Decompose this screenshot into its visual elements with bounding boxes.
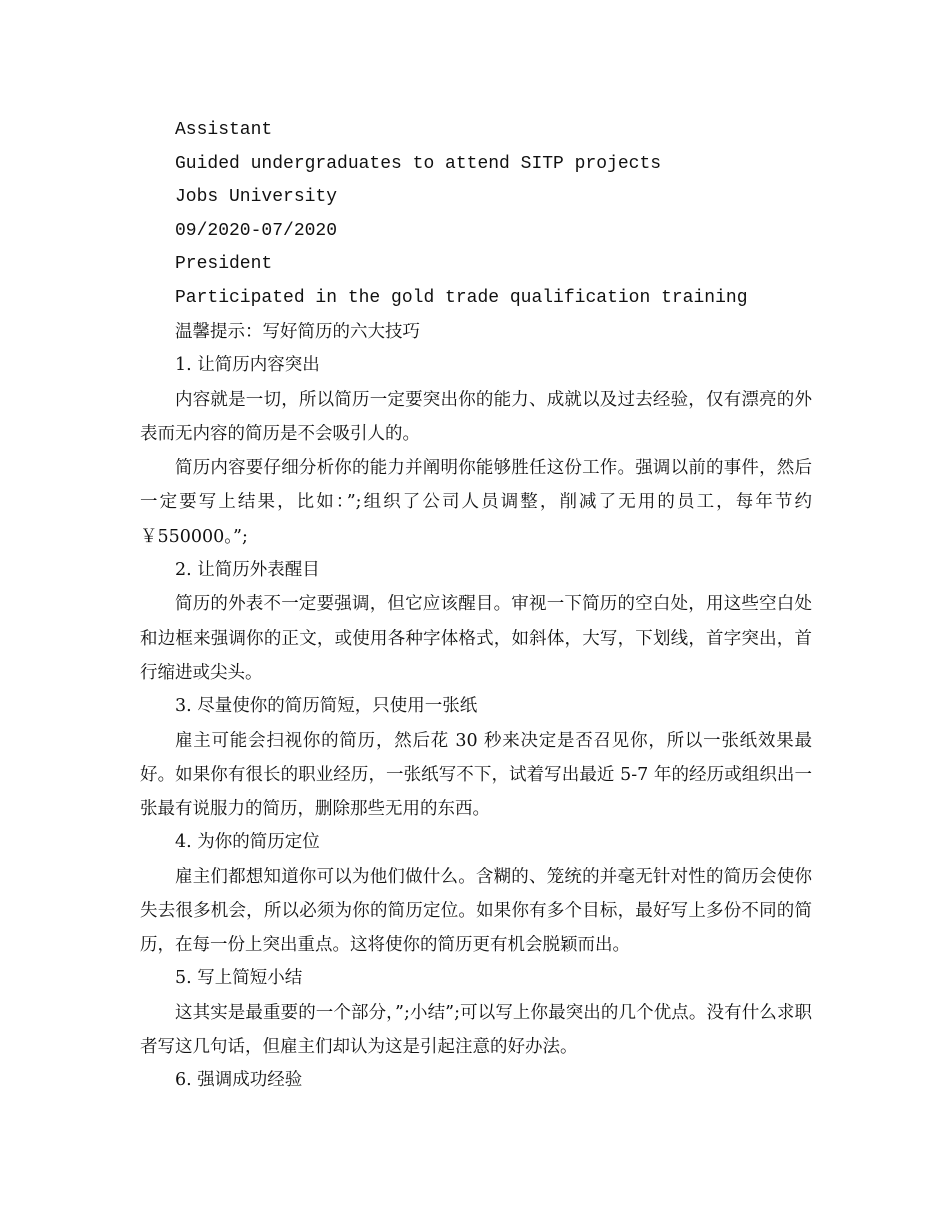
tip-6-heading: 6. 强调成功经验: [175, 1070, 303, 1091]
tip-3-heading: 3. 尽量使你的简历简短，只使用一张纸: [175, 695, 478, 716]
document-body: [140, 114, 812, 1098]
resume-line-activity: Participated in the gold trade qualification training: [175, 287, 748, 308]
tip-2-paragraph: 简历的外表不一定要强调，但它应该醒目。审视一下简历的空白处，用这些空白处和边框来强调你的正文，或使用各种字体格式，如斜体，大写，下划线，首字突出，首行缩进或尖头。: [140, 594, 812, 683]
tip-2-heading: 2. 让简历外表醒目: [175, 559, 320, 580]
tip-4-heading: 4. 为你的简历定位: [175, 832, 320, 853]
tip-1-heading: 1. 让简历内容突出: [175, 355, 320, 376]
resume-line-dates: 09/2020-07/2020: [175, 220, 338, 241]
tip-1-paragraph-1: 内容就是一切，所以简历一定要突出你的能力、成就以及过去经验，仅有漂亮的外表而无内容的简历是不会吸引人的。: [140, 389, 812, 444]
resume-line-position: Assistant: [175, 120, 273, 140]
tip-3-paragraph: 雇主可能会扫视你的简历，然后花 30 秒来决定是否召见你，所以一张纸效果最好。如果你有很长的职业经历，一张纸写不下，试着写出最近 5-7 年的经历或组织出一张最有说服力的简历，删除那些无用的东西。: [140, 730, 812, 819]
resume-line-organization: Jobs University: [175, 187, 338, 208]
resume-line-description: Guided undergraduates to attend SITP projects: [175, 153, 662, 174]
tip-5-paragraph: 这其实是最重要的一个部分，”;小结”;可以写上你最突出的几个优点。没有什么求职者写这几句话，但雇主们却认为这是引起注意的好办法。: [140, 1002, 812, 1058]
tip-1-paragraph-2: 简历内容要仔细分析你的能力并阐明你能够胜任这份工作。强调以前的事件，然后一定要写上结果，比如：”;组织了公司人员调整，削减了无用的员工，每年节约￥550000。”;: [140, 458, 812, 547]
tip-5-heading: 5. 写上简短小结: [175, 968, 303, 989]
resume-line-role: President: [175, 254, 273, 275]
tip-4-paragraph: 雇主们都想知道你可以为他们做什么。含糊的、笼统的并毫无针对性的简历会使你失去很多机会，所以必须为你的简历定位。如果你有多个目标，最好写上多份不同的简历，在每一份上突出重点。这将使你的简历更有机会脱颖而出。: [140, 866, 812, 956]
tips-title: 温馨提示：写好简历的六大技巧: [175, 321, 420, 342]
